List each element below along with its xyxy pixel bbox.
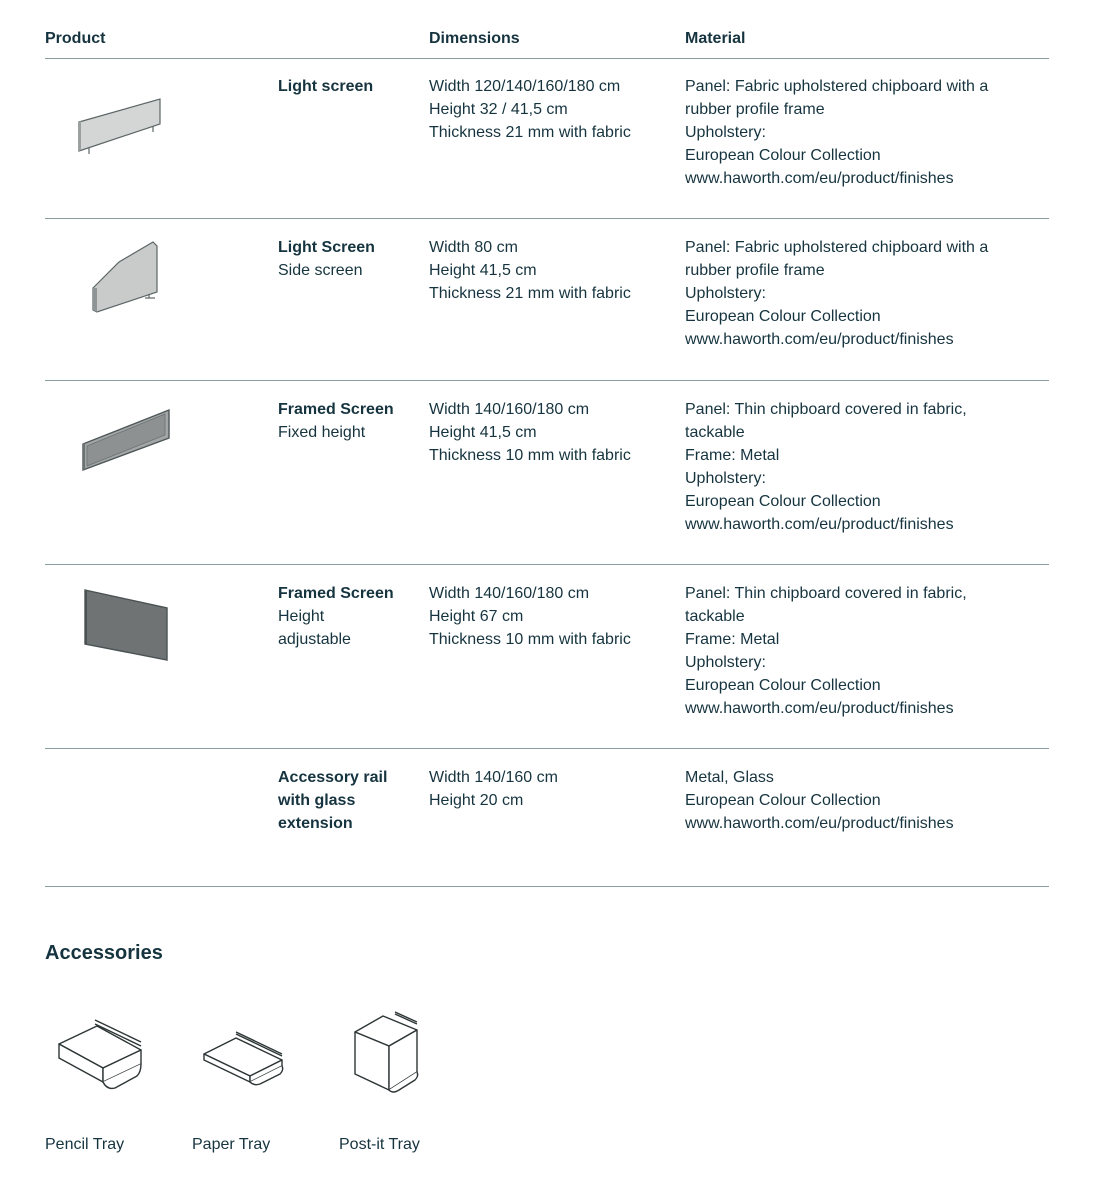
- framed-screen-fixed-icon: [75, 402, 175, 482]
- dimensions-cell: Width 140/160 cm Height 20 cm: [429, 769, 558, 809]
- accessory-item: [192, 1010, 322, 1153]
- product-name: Light Screen: [278, 239, 375, 256]
- material-cell: Panel: Fabric upholstered chipboard with a rubber profile frame Upholstery: European Colour Collection www.haworth.com/eu/product/finishes: [685, 78, 989, 187]
- dimensions-cell: Width 120/140/160/180 cm Height 32 / 41,5 cm Thickness 21 mm with fabric: [429, 78, 631, 141]
- paper-tray-icon: [192, 1010, 302, 1100]
- product-name: Light screen: [278, 78, 374, 95]
- section-title-accessories: Accessories: [45, 942, 163, 964]
- material-cell: Panel: Thin chipboard covered in fabric, tackable Frame: Metal Upholstery: European Colour Collection www.haworth.com/eu/product/finishes: [685, 585, 967, 717]
- accessory-label: Paper Tray: [192, 1136, 271, 1153]
- dimensions-cell: Width 140/160/180 cm Height 67 cm Thickness 10 mm with fabric: [429, 585, 631, 648]
- light-screen-panel-icon: [75, 78, 175, 158]
- dimensions-cell: Width 140/160/180 cm Height 41,5 cm Thickness 10 mm with fabric: [429, 401, 631, 464]
- accessory-label: Post-it Tray: [339, 1136, 420, 1153]
- product-name: Accessory rail with glass extension: [278, 769, 388, 832]
- product-row: [45, 220, 1049, 381]
- product-name: Framed Screen: [278, 585, 394, 602]
- product-subtitle: Side screen: [278, 262, 363, 279]
- dimensions-cell: Width 80 cm Height 41,5 cm Thickness 21 mm with fabric: [429, 239, 631, 302]
- header-dimensions: Dimensions: [429, 30, 520, 47]
- product-name: Framed Screen: [278, 401, 394, 418]
- product-row: [45, 566, 1049, 749]
- material-cell: Metal, Glass European Colour Collection www.haworth.com/eu/product/finishes: [685, 769, 954, 832]
- post-it-tray-icon: [339, 1010, 449, 1100]
- table-header: [45, 30, 1049, 59]
- framed-screen-adjustable-icon: [75, 586, 175, 666]
- accessory-item: [45, 1010, 175, 1153]
- product-subtitle: Height adjustable: [278, 608, 351, 648]
- pencil-tray-icon: [45, 1010, 155, 1100]
- material-cell: Panel: Fabric upholstered chipboard with a rubber profile frame Upholstery: European Colour Collection www.haworth.com/eu/product/finishes: [685, 239, 989, 348]
- header-product: Product: [45, 30, 106, 47]
- accessory-item: [339, 1010, 469, 1153]
- product-row: [45, 382, 1049, 565]
- side-screen-panel-icon: [75, 238, 175, 318]
- product-subtitle: Fixed height: [278, 424, 366, 441]
- product-row: [45, 750, 1049, 887]
- material-cell: Panel: Thin chipboard covered in fabric, tackable Frame: Metal Upholstery: European Colour Collection www.haworth.com/eu/product/finishes: [685, 401, 967, 533]
- header-material: Material: [685, 30, 746, 47]
- product-row: [45, 60, 1049, 219]
- accessory-label: Pencil Tray: [45, 1136, 125, 1153]
